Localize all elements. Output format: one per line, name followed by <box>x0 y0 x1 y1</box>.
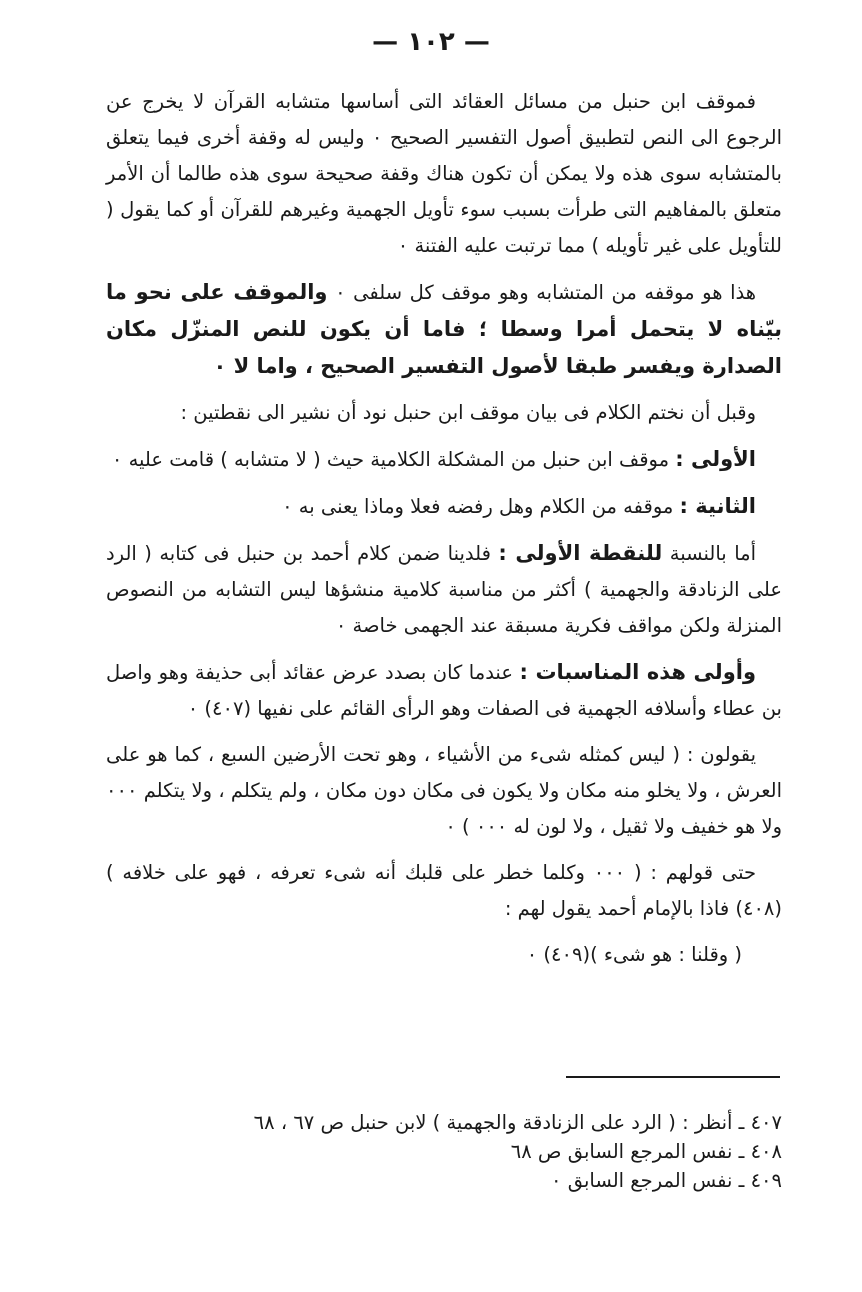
footnote-409: ٤٠٩ ـ نفس المرجع السابق ٠ <box>551 1169 782 1192</box>
point-one-text: موقف ابن حنبل من المشكلة الكلامية حيث ( لا متشابه ) قامت عليه ٠ <box>111 448 670 471</box>
paragraph-6 <box>106 535 782 644</box>
point-two-text: موقفه من الكلام وهل رفضه فعلا وماذا يعنى به ٠ <box>282 495 674 518</box>
footnotes <box>160 1108 782 1195</box>
paragraph-10-quote: ( وقلنا : هو شىء )(٤٠٩) ٠ <box>526 943 742 966</box>
point-one-heading: الأولى : <box>675 447 756 471</box>
footnote-407: ٤٠٧ ـ أنظر : ( الرد على الزنادقة والجهمية ) لابن حنبل ص ٦٧ ، ٦٨ <box>253 1111 782 1134</box>
first-occasion-heading: وأولى هذه المناسبات : <box>519 660 756 684</box>
paragraph-6-text: فلدينا ضمن كلام أحمد بن حنبل فى كتابه ( الرد على الزنادقة والجهمية ) أكثر من مناسبة كلامية منشؤها ليس التشابه من النصوص المنزلة ولكن مواقف فكرية مسبقة عند الجهمى خاصة ٠ <box>106 542 782 637</box>
footnote-separator <box>566 1076 780 1078</box>
paragraph-2-normal: هذا هو موقفه من المتشابه وهو موقف كل سلفى ٠ <box>335 281 757 304</box>
body-text <box>106 84 782 983</box>
paragraph-3: وقبل أن نختم الكلام فى بيان موقف ابن حنبل نود أن نشير الى نقطتين : <box>180 401 756 424</box>
paragraph-7 <box>106 654 782 727</box>
point-two-heading: الثانية : <box>679 494 756 518</box>
page-number: — ١٠٢ — <box>372 27 490 57</box>
first-point-reference: للنقطة الأولى : <box>498 541 663 565</box>
paragraph-8-quote: يقولون : ( ليس كمثله شىء من الأشياء ، وهو تحت الأرضين السبع ، كما هو على العرش ، ولا يخلو منه مكان ولا يكون فى مكان دون مكان ، ولم يتكلم ، ولا يتكلم ٠٠٠ ولا هو خفيف ولا ثقيل ، ولا لون له ٠٠٠ ) ٠ <box>106 743 782 838</box>
paragraph-6-start: أما بالنسبة <box>669 542 756 565</box>
paragraph-2-bold: والموقف على نحو ما بيّناه لا يتحمل أمرا وسطا ؛ فاما أن يكون للنص المنزّل مكان الصدارة ويفسر طبقا لأصول التفسير الصحيح ، واما لا ٠ <box>106 280 782 378</box>
paragraph-9: حتى قولهم : ( ٠٠٠ وكلما خطر على قلبك أنه شىء تعرفه ، فهو على خلافه )(٤٠٨) فاذا بالإمام أحمد يقول لهم : <box>106 861 782 920</box>
paragraph-7-text: عندما كان بصدد عرض عقائد أبى حذيفة وهو واصل بن عطاء وأسلافه الجهمية فى الصفات وهو الرأى القائم على نفيها (٤٠٧) ٠ <box>106 661 782 720</box>
paragraph-1: فموقف ابن حنبل من مسائل العقائد التى أساسها متشابه القرآن لا يخرج عن الرجوع الى النص لتطبيق أصول التفسير الصحيح ٠ وليس له وقفة أخرى فيما يتعلق بالمتشابه سوى هذه ولا يمكن أن تكون هناك وقفة صحيحة سوى هذه طالما أن الأمر متعلق بالمفاهيم التى طرأت بسبب سوء تأويل الجهمية وغيرهم للقرآن أو كما يقول ( للتأويل على غير تأويله ) مما ترتبت عليه الفتنة ٠ <box>106 90 782 257</box>
paragraph-2 <box>106 274 782 385</box>
paragraph-4 <box>106 441 782 478</box>
footnote-408: ٤٠٨ ـ نفس المرجع السابق ص ٦٨ <box>510 1140 782 1163</box>
paragraph-5 <box>106 488 782 525</box>
